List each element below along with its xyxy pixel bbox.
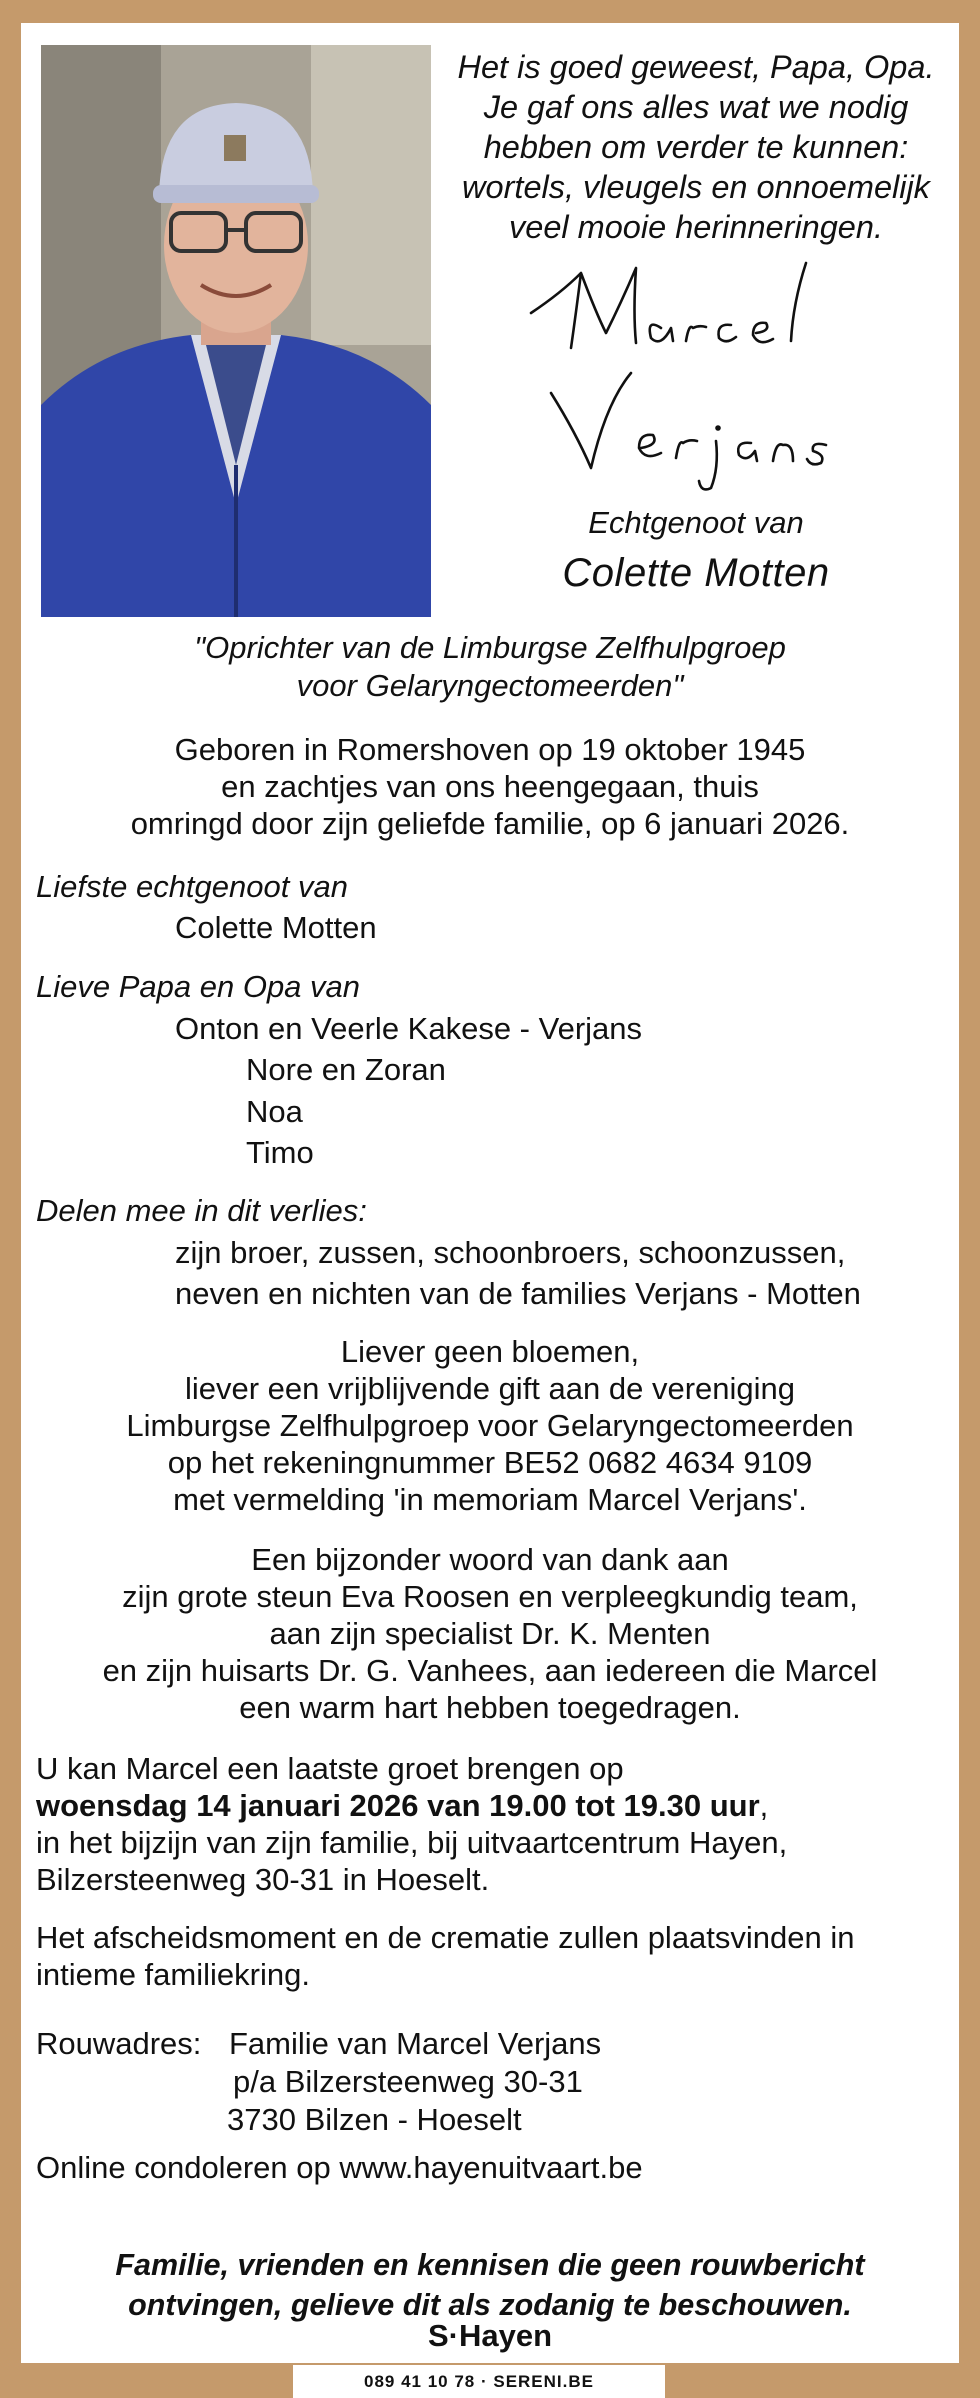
poem-line: Je gaf ons alles wat we nodig [483, 89, 909, 125]
spouse-name: Colette Motten [562, 551, 830, 595]
birth-info [21, 731, 959, 842]
donation-line: liever een vrijblijvende gift aan de vereniging [184, 1371, 796, 1406]
poem-line: hebben om verder te kunnen: [483, 129, 909, 165]
visitation-info [36, 1750, 956, 1898]
thanks-line: zijn grote steun Eva Roosen en verpleegkundig team, [122, 1579, 858, 1614]
address-label: Rouwadres: [36, 2026, 202, 2061]
footer-contact: 089 41 10 78 · SERENI.BE [293, 2365, 665, 2398]
donation-line: Limburgse Zelfhulpgroep voor Gelaryngectomeerden [126, 1408, 854, 1443]
kids-line: Onton en Veerle Kakese - Verjans [175, 1011, 643, 1046]
founder-quote [21, 629, 959, 705]
donation-line: Liever geen bloemen, [340, 1334, 640, 1369]
share-heading: Delen mee in dit verlies: [36, 1193, 367, 1228]
grandkid-line: Timo [246, 1135, 314, 1170]
closing-note [21, 2245, 959, 2325]
visit-datetime: woensdag 14 januari 2026 van 19.00 tot 19.30 uur [36, 1788, 760, 1823]
closing-line: ontvingen, gelieve dit als zodanig te beschouwen. [128, 2288, 852, 2322]
address-line: 3730 Bilzen - Hoeselt [227, 2102, 522, 2137]
spouse-lead: Echtgenoot van [588, 505, 804, 540]
portrait-photo [41, 45, 431, 617]
thanks-line: aan zijn specialist Dr. K. Menten [269, 1616, 711, 1651]
share-line: neven en nichten van de families Verjans - Motten [175, 1276, 861, 1311]
kids-heading: Lieve Papa en Opa van [36, 969, 361, 1004]
closing-line: Familie, vrienden en kennisen die geen rouwbericht [115, 2248, 865, 2282]
visit-line: Bilzersteenweg 30-31 in Hoeselt. [36, 1862, 490, 1897]
thanks-line: een warm hart hebben toegedragen. [239, 1690, 741, 1725]
birth-line: omringd door zijn geliefde familie, op 6 januari 2026. [130, 806, 850, 841]
poem-line: veel mooie herinneringen. [509, 209, 883, 245]
quote-line: voor Gelaryngectomeerden" [296, 668, 684, 703]
thanks-line: Een bijzonder woord van dank aan [251, 1542, 729, 1577]
birth-line: Geboren in Romershoven op 19 oktober 1945 [174, 732, 806, 767]
donation-line: op het rekeningnummer BE52 0682 4634 9109 [167, 1445, 813, 1480]
visit-comma: , [759, 1788, 769, 1823]
visit-line: in het bijzijn van zijn familie, bij uitvaartcentrum Hayen, [36, 1825, 788, 1860]
thanks-line: en zijn huisarts Dr. G. Vanhees, aan iedereen die Marcel [102, 1653, 878, 1688]
funeral-home-logo: S·Hayen [427, 2318, 553, 2353]
address-line: p/a Bilzersteenweg 30-31 [233, 2064, 583, 2099]
donation-line: met vermelding 'in memoriam Marcel Verjans'. [173, 1482, 807, 1517]
grandkid-line: Nore en Zoran [246, 1052, 446, 1087]
obituary-card [21, 23, 959, 2363]
ceremony-line: Het afscheidsmoment en de crematie zullen plaatsvinden in [36, 1920, 855, 1955]
address-line: Familie van Marcel Verjans [229, 2026, 602, 2061]
online-condolence: Online condoleren op www.hayenuitvaart.be [36, 2150, 643, 2185]
visit-date-line [36, 1787, 956, 1824]
spouse-heading: Liefste echtgenoot van [36, 869, 348, 904]
poem-text [436, 47, 956, 247]
poem-line: wortels, vleugels en onnoemelijk [462, 169, 930, 205]
birth-line: en zachtjes van ons heengegaan, thuis [221, 769, 759, 804]
spouse-line: Colette Motten [175, 910, 377, 945]
ceremony-line: intieme familiekring. [36, 1957, 310, 1992]
grandkid-line: Noa [246, 1094, 303, 1129]
donation-info [21, 1333, 959, 1518]
poem-line: Het is goed geweest, Papa, Opa. [457, 49, 935, 85]
handwritten-signature [521, 253, 881, 493]
visit-line: U kan Marcel een laatste groet brengen op [36, 1751, 624, 1786]
ceremony-info [36, 1919, 956, 1993]
thanks-info [21, 1541, 959, 1726]
share-line: zijn broer, zussen, schoonbroers, schoonzussen, [175, 1235, 846, 1270]
quote-line: "Oprichter van de Limburgse Zelfhulpgroep [194, 630, 786, 665]
